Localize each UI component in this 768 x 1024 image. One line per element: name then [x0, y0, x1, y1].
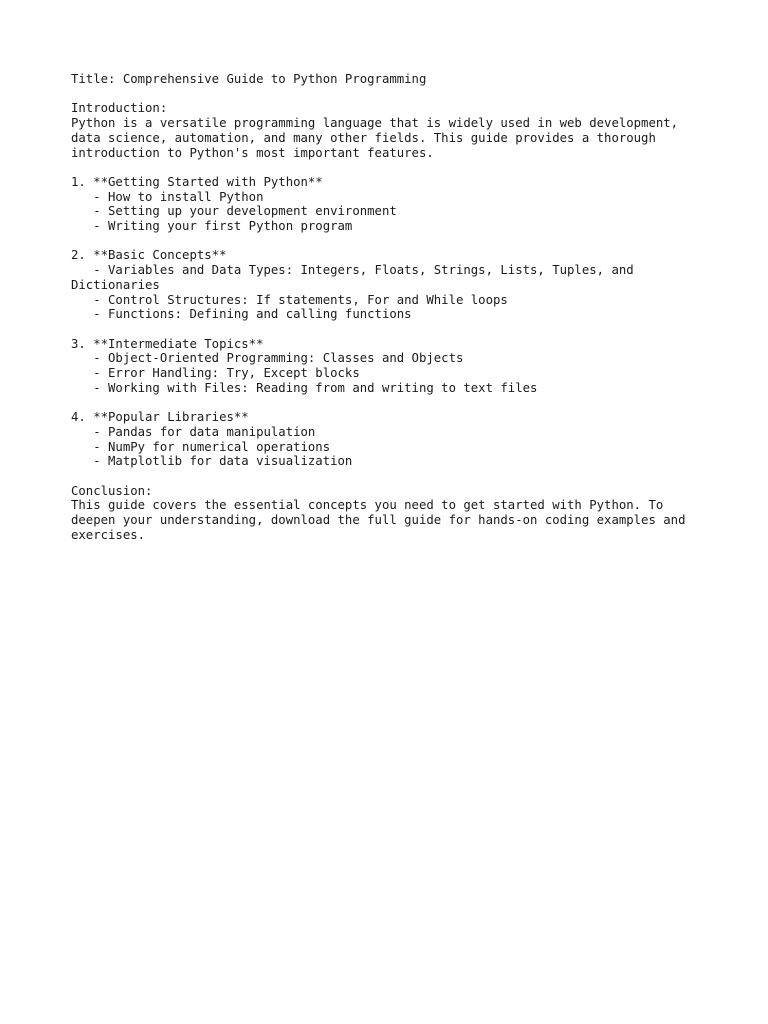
list-item: - Functions: Defining and calling functions [71, 307, 412, 322]
spacer [71, 322, 731, 337]
list-item: - Variables and Data Types: Integers, Floats, Strings, Lists, Tuples, and [71, 263, 634, 278]
list-item: - Matplotlib for data visualization [71, 454, 353, 469]
document-title: Title: Comprehensive Guide to Python Programming [71, 72, 427, 86]
list-item: - Error Handling: Try, Except blocks [71, 366, 360, 380]
section-heading-basic-concepts: 2. **Basic Concepts** [71, 248, 227, 263]
introduction-heading: Introduction: [71, 101, 168, 116]
section-heading-getting-started: 1. **Getting Started with Python** [71, 174, 323, 189]
introduction-line: data science, automation, and many other fields. This guide provides a thorough [71, 130, 656, 145]
spacer [71, 395, 731, 410]
spacer [71, 469, 731, 484]
conclusion-line: This guide covers the essential concepts you need to get started with Python. To [71, 498, 664, 513]
list-item: - Pandas for data manipulation [71, 424, 316, 439]
conclusion-heading: Conclusion: [71, 483, 153, 498]
conclusion-line: deepen your understanding, download the full guide for hands-on coding examples and [71, 513, 686, 527]
list-item: - Object-Oriented Programming: Classes and Objects [71, 351, 464, 366]
section-heading-popular-libraries: 4. **Popular Libraries** [71, 410, 249, 425]
list-item: - Writing your first Python program [71, 219, 353, 233]
conclusion-line: exercises. [71, 527, 146, 542]
section-heading-intermediate-topics: 3. **Intermediate Topics** [71, 336, 264, 351]
list-item: - How to install Python [71, 189, 264, 204]
document-page [71, 72, 731, 542]
introduction-line: introduction to Python's most important features. [71, 145, 434, 160]
list-item: Dictionaries [71, 277, 160, 292]
introduction-line: Python is a versatile programming language that is widely used in web development, [71, 116, 679, 131]
list-item: - Working with Files: Reading from and writing to text files [71, 380, 538, 395]
spacer [71, 87, 731, 102]
spacer [71, 160, 731, 175]
spacer [71, 234, 731, 249]
list-item: - Control Structures: If statements, For and While loops [71, 292, 508, 307]
list-item: - NumPy for numerical operations [71, 439, 331, 454]
list-item: - Setting up your development environment [71, 204, 397, 219]
